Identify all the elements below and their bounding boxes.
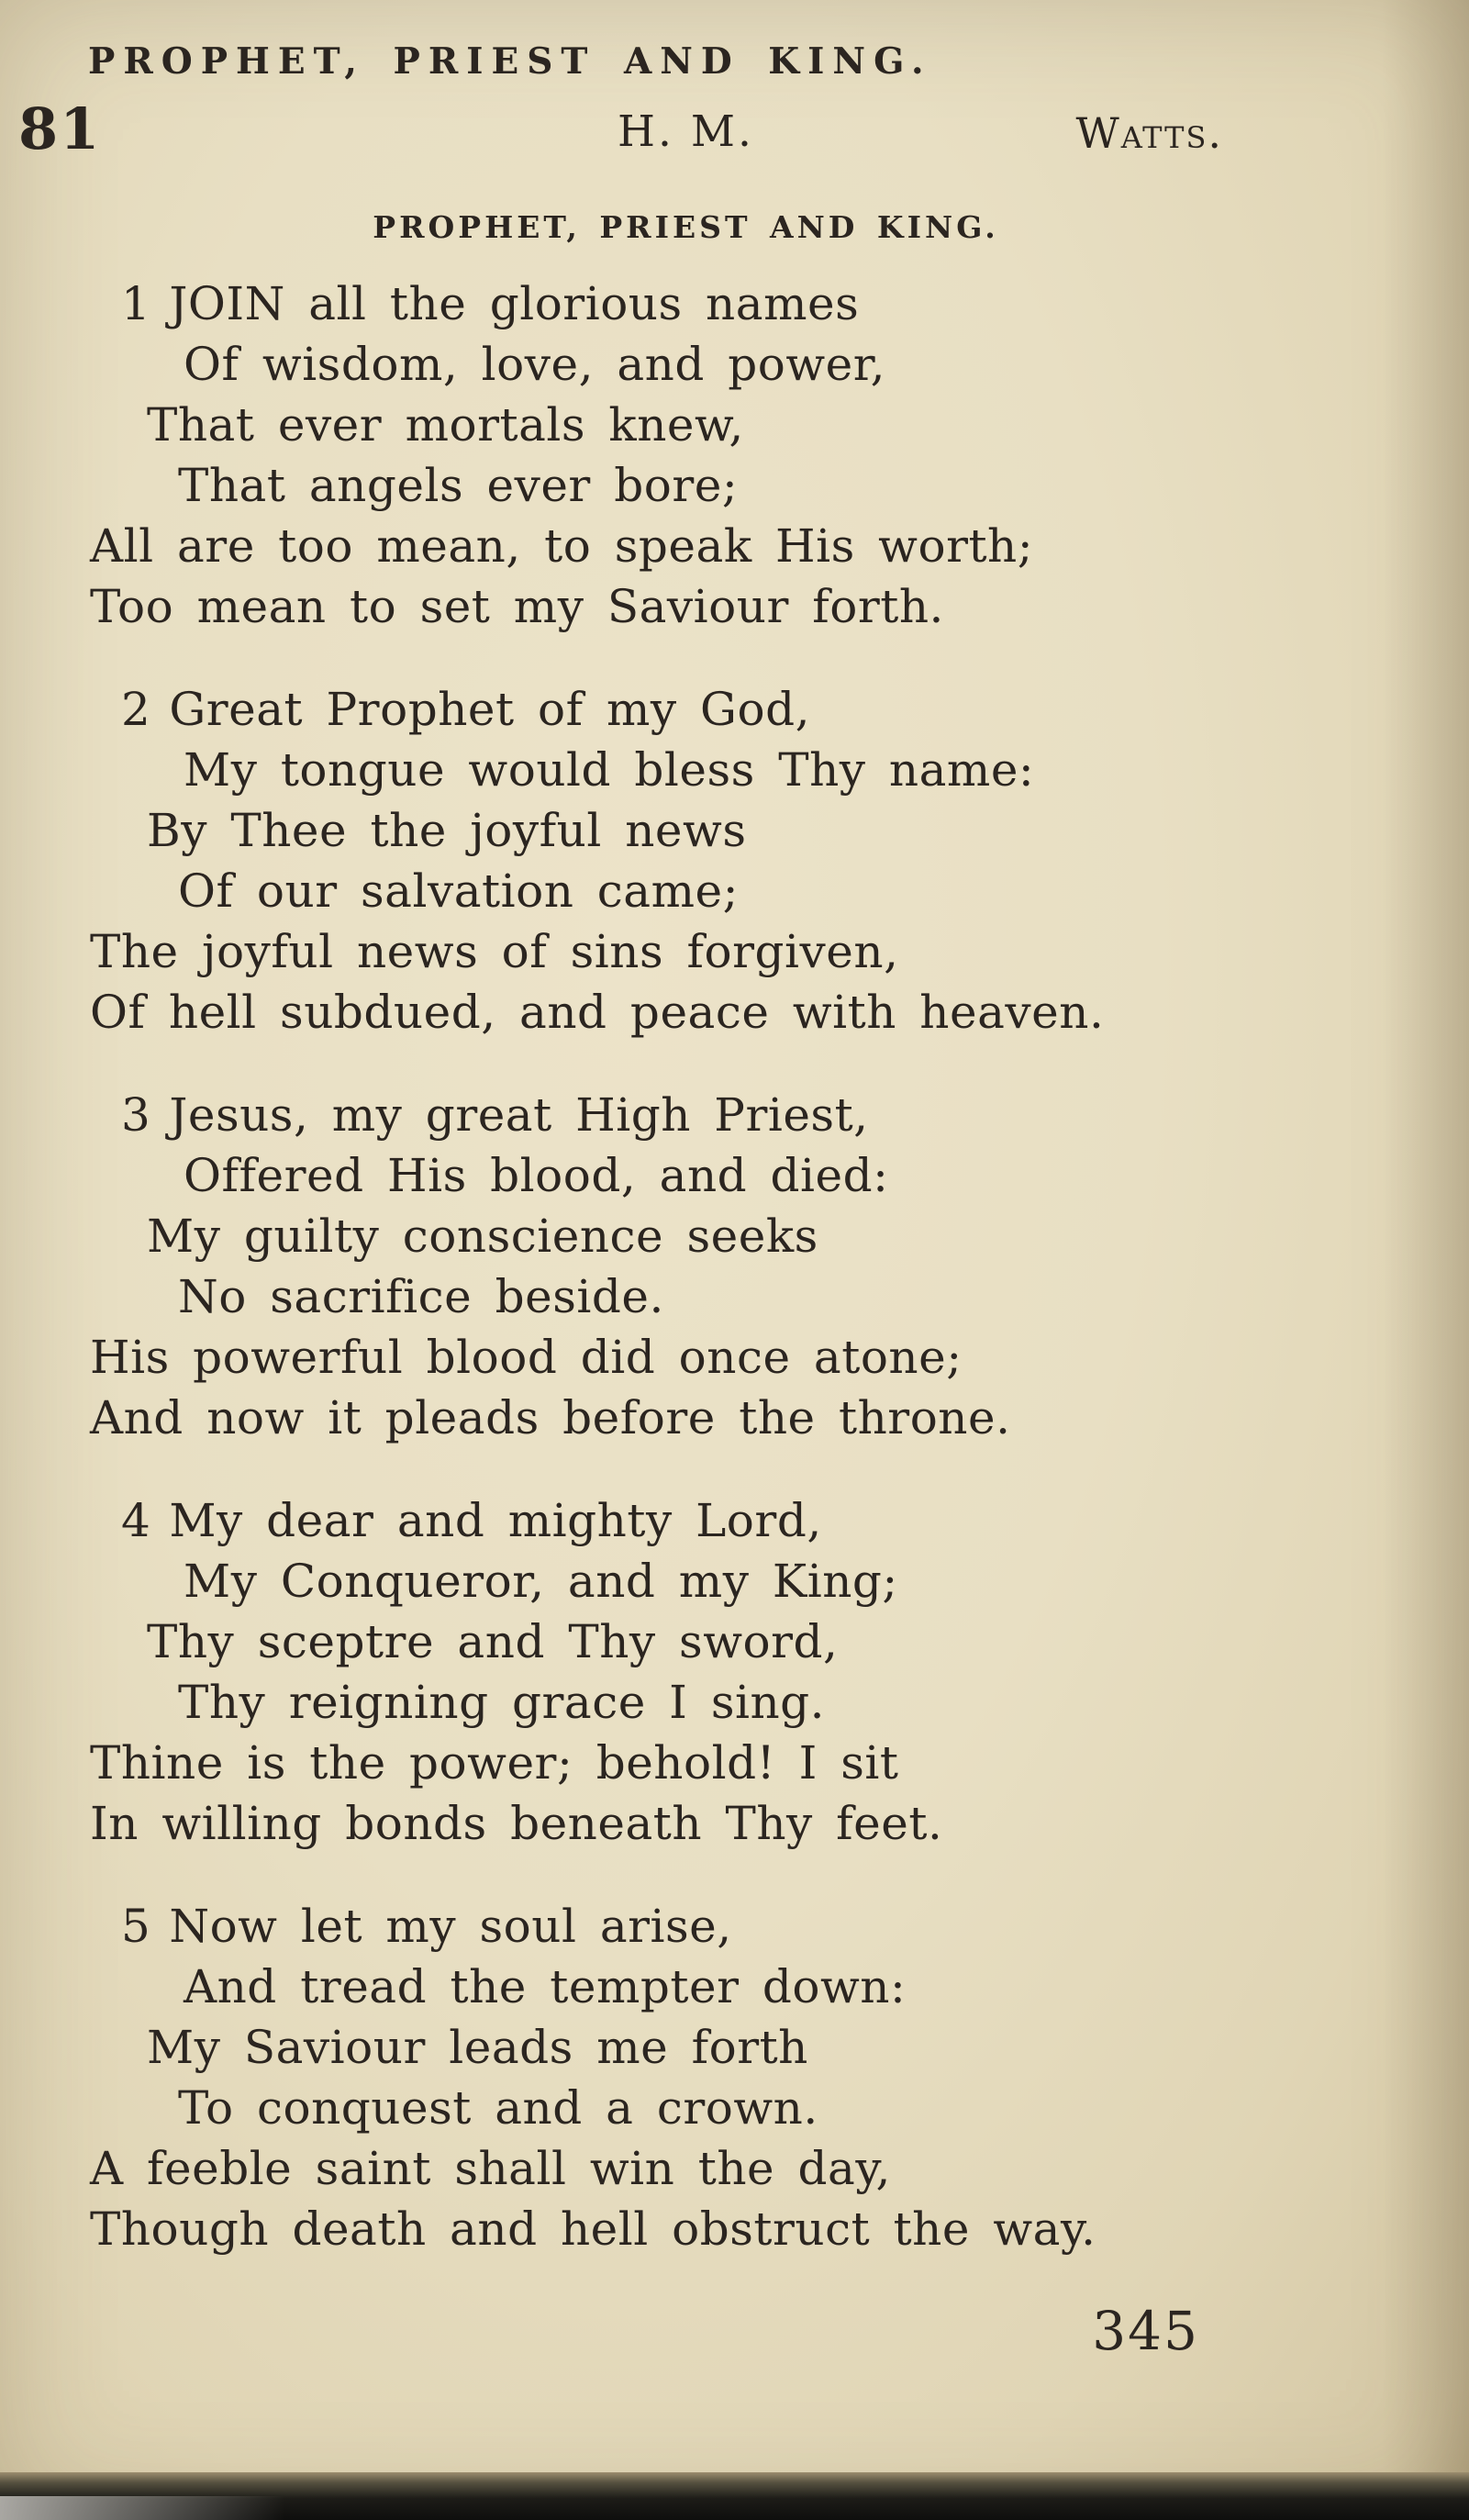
verse-line: And now it pleads before the throne. [90,1391,1011,1444]
verse-line: Though death and hell obstruct the way. [90,2202,1096,2256]
verse-line: And tread the tempter down: [184,1960,907,2013]
verse [90,679,1104,1043]
verse-line [90,1490,1104,1551]
verse-line: To conquest and a crown. [178,2081,818,2135]
verse-line [90,679,1104,740]
verse-line: His powerful blood did once atone; [90,1331,963,1384]
verse-line: No sacrifice beside. [178,1270,664,1323]
verse-number: 1 [121,277,151,330]
hymn-title: PROPHET, PRIEST AND KING. [373,209,999,245]
verse-line: Thine is the power; behold! I sit [90,1736,899,1790]
running-head: PROPHET, PRIEST AND KING. [88,40,932,83]
verse [90,273,1104,637]
verse-line [90,273,1104,334]
verse-line: By Thee the joyful news [147,804,747,857]
verse [90,1490,1104,1854]
verse-line: My guilty conscience seeks [147,1210,818,1263]
verse-line: My Conqueror, and my King; [184,1555,898,1608]
verse-line-text: Jesus, my great High Priest, [169,1088,869,1142]
page-number: 345 [1092,2300,1199,2362]
verse-number: 4 [121,1494,151,1547]
verse-line: A feeble saint shall win the day, [90,2142,891,2195]
verse-line-text: My dear and mighty Lord, [169,1494,822,1547]
verse [90,1896,1104,2259]
page-right-edge-shadow [1382,0,1469,2472]
verse-line: Too mean to set my Saviour forth. [90,580,944,633]
verse-line: My Saviour leads me forth [147,2021,808,2074]
verse-number: 5 [121,1900,151,1953]
verse-line-text: Great Prophet of my God, [169,683,810,736]
verse-line: Of wisdom, love, and power, [184,338,886,391]
hymn-author: Watts. [1075,108,1223,158]
hymn-number: 81 [18,95,102,162]
verse-number: 2 [121,683,151,736]
verse-line: Thy sceptre and Thy sword, [147,1615,839,1668]
hymn-meter: H. M. [618,106,754,157]
verse-line: Thy reigning grace I sing. [178,1676,826,1729]
verse-number: 3 [121,1088,151,1142]
verse-line: In willing bonds beneath Thy feet. [90,1797,943,1850]
verse-line-text: Now let my soul arise, [169,1900,732,1953]
verse-line [90,1085,1104,1145]
verse-line: Of hell subdued, and peace with heaven. [90,986,1105,1039]
verse-line: Offered His blood, and died: [184,1149,889,1202]
page-bottom-left-highlight [0,2496,284,2520]
verse-line-text: JOIN all the glorious names [169,277,860,330]
verse [90,1085,1104,1448]
verse-line: That angels ever bore; [178,459,739,512]
verse-line: My tongue would bless Thy name: [184,743,1035,797]
hymn-verses [90,273,1104,2302]
verse-line [90,1896,1104,1957]
verse-line: That ever mortals knew, [147,398,744,452]
verse-line: The joyful news of sins forgiven, [90,925,899,978]
verse-line: Of our salvation came; [178,864,739,918]
verse-line: All are too mean, to speak His worth; [90,519,1034,573]
